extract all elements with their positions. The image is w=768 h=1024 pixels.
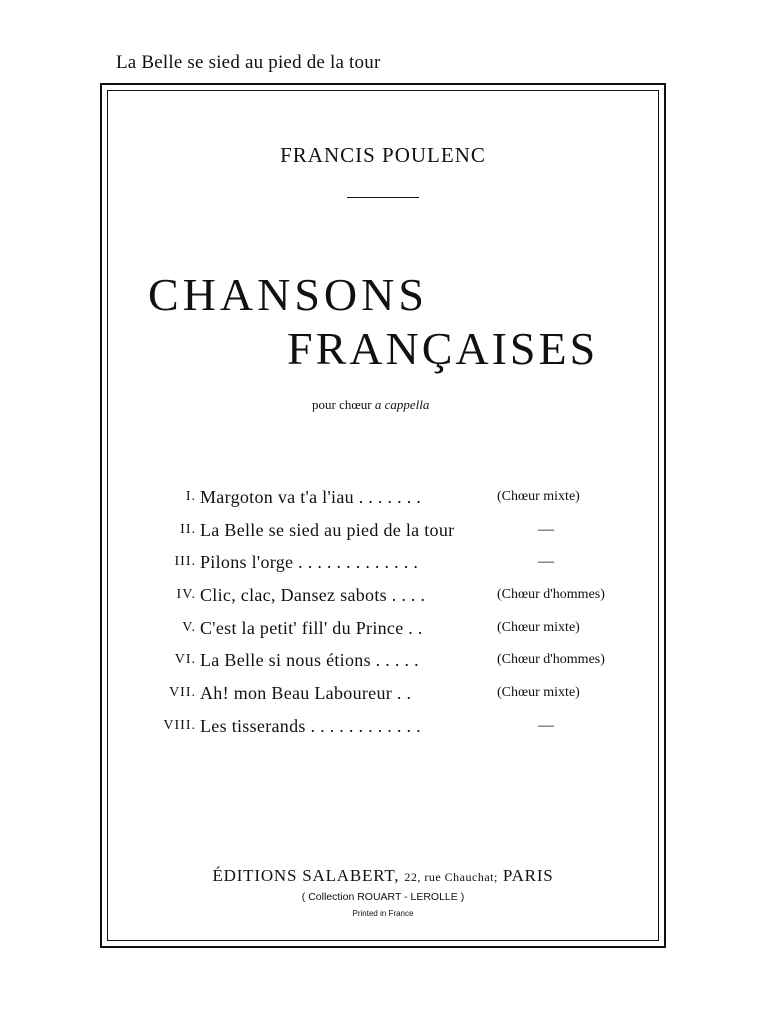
toc-title: La Belle se sied au pied de la tour	[200, 519, 455, 540]
toc-number: V.	[182, 619, 196, 635]
toc-row	[140, 680, 640, 713]
toc-row	[140, 549, 640, 582]
toc-row	[140, 517, 640, 550]
toc-row	[140, 582, 640, 615]
toc-title: La Belle si nous étions . . . . .	[200, 650, 419, 671]
subtitle-prefix: pour chœur	[312, 397, 372, 412]
toc-title: C'est la petit' fill' du Prince . .	[200, 617, 423, 638]
toc-number: VI.	[174, 652, 196, 668]
toc-row	[140, 647, 640, 680]
printed-in-line: Printed in France	[352, 909, 414, 918]
toc-number: VIII.	[163, 717, 196, 733]
publisher-line	[100, 866, 666, 886]
toc-title: Pilons l'orge . . . . . . . . . . . . .	[200, 552, 419, 573]
toc-voices: —	[538, 520, 554, 538]
composer-name: FRANCIS POULENC	[280, 143, 486, 167]
toc-voices: (Chœur mixte)	[497, 489, 580, 504]
publisher-city: PARIS	[502, 866, 554, 885]
subtitle-italic: a cappella	[374, 397, 430, 412]
toc-number: IV.	[176, 587, 196, 603]
running-title: La Belle se sied au pied de la tour	[116, 52, 381, 73]
subtitle	[312, 397, 429, 413]
toc-number: II.	[180, 521, 196, 537]
toc-row	[140, 615, 640, 648]
main-title-line-1: CHANSONS	[148, 269, 428, 320]
toc-voices: (Chœur mixte)	[497, 685, 580, 701]
table-of-contents	[140, 484, 640, 746]
toc-number: I.	[185, 489, 196, 504]
toc-title: Ah! mon Beau Laboureur . .	[200, 683, 412, 704]
toc-voices: (Chœur d'hommes)	[497, 652, 605, 668]
collection-line: ( Collection ROUART - LEROLLE )	[301, 891, 465, 903]
toc-title: Les tisserands . . . . . . . . . . . .	[200, 715, 421, 736]
main-title-line-2: FRANÇAISES	[287, 323, 599, 374]
publisher-address: 22, rue Chauchat;	[404, 870, 498, 884]
toc-row	[140, 484, 640, 517]
toc-title: Clic, clac, Dansez sabots . . . .	[200, 585, 426, 606]
toc-number: III.	[174, 554, 196, 570]
toc-voices: —	[538, 716, 554, 734]
toc-number: VII.	[169, 685, 196, 701]
toc-row	[140, 713, 640, 746]
toc-title: Margoton va t'a l'iau . . . . . . .	[200, 487, 422, 507]
toc-voices: (Chœur d'hommes)	[497, 587, 605, 603]
toc-voices: —	[538, 553, 554, 571]
divider-rule	[347, 197, 419, 198]
toc-voices: (Chœur mixte)	[497, 619, 580, 635]
publisher-name: ÉDITIONS SALABERT,	[212, 866, 400, 885]
